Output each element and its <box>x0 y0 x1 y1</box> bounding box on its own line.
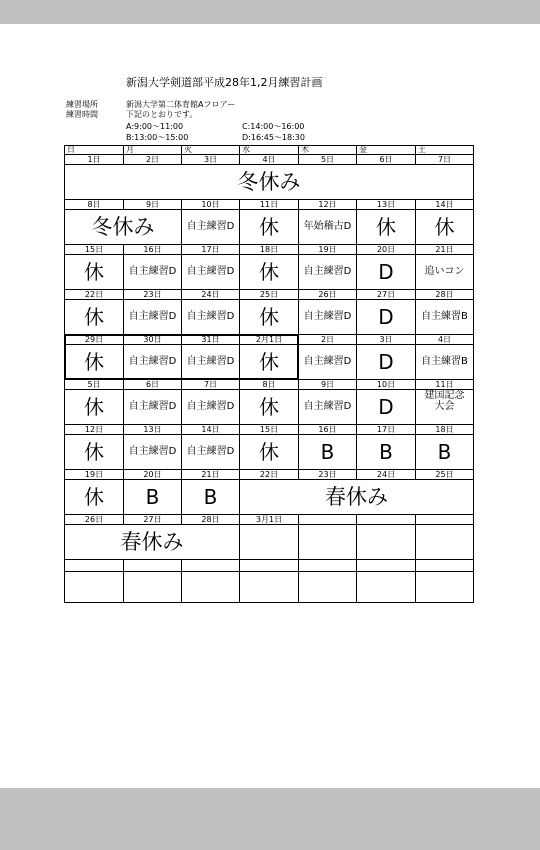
date-cell: 27日 <box>123 514 182 525</box>
time-slot-b: B:13:00～15:00 <box>126 133 189 142</box>
date-cell: 8日 <box>239 379 299 390</box>
event-cell: 休 <box>64 254 124 290</box>
event-cell: 休 <box>239 344 299 380</box>
empty-cell <box>356 524 416 560</box>
event-cell: 冬休み <box>64 209 182 245</box>
date-cell: 13日 <box>123 424 182 435</box>
event-cell: D <box>356 254 416 290</box>
date-cell: 14日 <box>415 199 474 210</box>
date-cell: 11日 <box>415 379 474 390</box>
date-cell: 5日 <box>298 154 357 165</box>
page-title: 新潟大学剣道部平成28年1,2月練習計画 <box>126 76 323 89</box>
date-cell: 21日 <box>415 244 474 255</box>
date-cell: 6日 <box>123 379 182 390</box>
event-cell: 自主練習D <box>298 299 357 335</box>
date-cell: 28日 <box>181 514 240 525</box>
event-cell: 休 <box>239 209 299 245</box>
date-cell: 24日 <box>356 469 416 480</box>
event-cell: 自主練習D <box>123 299 182 335</box>
date-cell: 26日 <box>64 514 124 525</box>
date-cell: 7日 <box>181 379 240 390</box>
date-cell: 2日 <box>123 154 182 165</box>
weekday-header: 火 <box>181 145 240 155</box>
date-cell: 17日 <box>181 244 240 255</box>
event-cell: 年始稽古D <box>298 209 357 245</box>
date-cell: 31日 <box>181 334 240 345</box>
event-cell: 休 <box>239 434 299 470</box>
event-cell: D <box>356 299 416 335</box>
event-cell: 休 <box>64 344 124 380</box>
weekday-header: 金 <box>356 145 416 155</box>
event-cell: 冬休み <box>64 164 474 200</box>
empty-cell <box>298 524 357 560</box>
date-cell: 18日 <box>415 424 474 435</box>
empty-cell <box>181 571 240 603</box>
date-cell: 8日 <box>64 199 124 210</box>
event-cell: B <box>298 434 357 470</box>
date-cell: 11日 <box>239 199 299 210</box>
event-cell: 休 <box>239 254 299 290</box>
event-cell: 自主練習D <box>298 254 357 290</box>
event-cell: 春休み <box>239 479 474 515</box>
empty-cell <box>415 571 474 603</box>
event-cell: 自主練習D <box>123 434 182 470</box>
date-cell: 16日 <box>123 244 182 255</box>
date-cell: 16日 <box>298 424 357 435</box>
event-cell: 自主練習D <box>181 344 240 380</box>
date-cell: 20日 <box>356 244 416 255</box>
event-cell: 自主練習D <box>181 254 240 290</box>
event-cell: B <box>415 434 474 470</box>
event-cell: B <box>123 479 182 515</box>
empty-cell <box>415 524 474 560</box>
date-cell: 27日 <box>356 289 416 300</box>
event-cell: 自主練習D <box>181 299 240 335</box>
date-cell: 2月1日 <box>239 334 299 345</box>
event-cell: 自主練習B <box>415 344 474 380</box>
event-cell: 休 <box>64 299 124 335</box>
weekday-header: 月 <box>123 145 182 155</box>
date-cell: 6日 <box>356 154 416 165</box>
date-cell: 4日 <box>239 154 299 165</box>
date-cell: 13日 <box>356 199 416 210</box>
event-cell: 休 <box>415 209 474 245</box>
event-cell: D <box>356 344 416 380</box>
event-cell: 自主練習B <box>415 299 474 335</box>
time-slot-a: A:9:00～11:00 <box>126 122 184 131</box>
date-cell: 22日 <box>239 469 299 480</box>
date-cell: 12日 <box>64 424 124 435</box>
time-label: 練習時間 <box>66 110 98 119</box>
time-note: 下記のとおりです。 <box>126 110 198 119</box>
date-cell: 17日 <box>356 424 416 435</box>
date-cell: 25日 <box>415 469 474 480</box>
event-cell: 自主練習D <box>181 389 240 425</box>
date-cell: 26日 <box>298 289 357 300</box>
date-cell: 21日 <box>181 469 240 480</box>
date-cell: 18日 <box>239 244 299 255</box>
event-cell: 休 <box>239 389 299 425</box>
event-cell: 休 <box>64 389 124 425</box>
date-cell: 19日 <box>298 244 357 255</box>
date-cell: 30日 <box>123 334 182 345</box>
date-cell: 12日 <box>298 199 357 210</box>
weekday-header: 木 <box>298 145 357 155</box>
viewer-bottom-bar <box>0 788 540 850</box>
date-cell: 4日 <box>415 334 474 345</box>
date-cell: 19日 <box>64 469 124 480</box>
date-cell: 1日 <box>64 154 124 165</box>
empty-cell <box>123 571 182 603</box>
date-cell: 24日 <box>181 289 240 300</box>
empty-cell <box>356 571 416 603</box>
event-cell: 休 <box>356 209 416 245</box>
date-cell: 9日 <box>123 199 182 210</box>
weekday-header: 土 <box>415 145 474 155</box>
practice-calendar <box>64 145 473 600</box>
date-cell: 15日 <box>239 424 299 435</box>
event-cell: 休 <box>64 434 124 470</box>
date-cell: 3月1日 <box>239 514 299 525</box>
date-cell: 20日 <box>123 469 182 480</box>
empty-cell <box>239 571 299 603</box>
event-cell: 自主練習D <box>181 434 240 470</box>
empty-cell <box>239 524 299 560</box>
date-cell: 10日 <box>356 379 416 390</box>
date-cell: 14日 <box>181 424 240 435</box>
event-cell: B <box>181 479 240 515</box>
event-cell: 自主練習D <box>298 389 357 425</box>
date-cell: 23日 <box>298 469 357 480</box>
date-cell: 29日 <box>64 334 124 345</box>
event-cell: 自主練習D <box>123 344 182 380</box>
event-cell: 休 <box>64 479 124 515</box>
date-cell: 22日 <box>64 289 124 300</box>
date-cell: 15日 <box>64 244 124 255</box>
place-label: 練習場所 <box>66 100 98 109</box>
weekday-header: 日 <box>64 145 124 155</box>
date-cell: 10日 <box>181 199 240 210</box>
event-cell: 自主練習D <box>123 389 182 425</box>
empty-cell <box>298 571 357 603</box>
date-cell: 5日 <box>64 379 124 390</box>
event-cell: D <box>356 389 416 425</box>
event-cell: 自主練習D <box>123 254 182 290</box>
date-cell: 23日 <box>123 289 182 300</box>
date-cell: 28日 <box>415 289 474 300</box>
empty-cell <box>64 571 124 603</box>
event-cell: 春休み <box>64 524 240 560</box>
event-cell: 建国記念大会 <box>415 389 474 425</box>
date-cell: 25日 <box>239 289 299 300</box>
event-cell: 自主練習D <box>298 344 357 380</box>
place-value: 新潟大学第二体育館Aフロアー <box>126 100 236 109</box>
date-cell: 9日 <box>298 379 357 390</box>
date-cell: 3日 <box>356 334 416 345</box>
event-cell: 休 <box>239 299 299 335</box>
event-cell: B <box>356 434 416 470</box>
date-cell: 3日 <box>181 154 240 165</box>
time-slot-c: C:14:00～16:00 <box>242 122 305 131</box>
event-cell: 追いコン <box>415 254 474 290</box>
weekday-header: 水 <box>239 145 299 155</box>
time-slot-d: D:16:45～18:30 <box>242 133 305 142</box>
date-cell: 2日 <box>298 334 357 345</box>
date-cell: 7日 <box>415 154 474 165</box>
event-cell: 自主練習D <box>181 209 240 245</box>
viewer-top-bar <box>0 0 540 24</box>
